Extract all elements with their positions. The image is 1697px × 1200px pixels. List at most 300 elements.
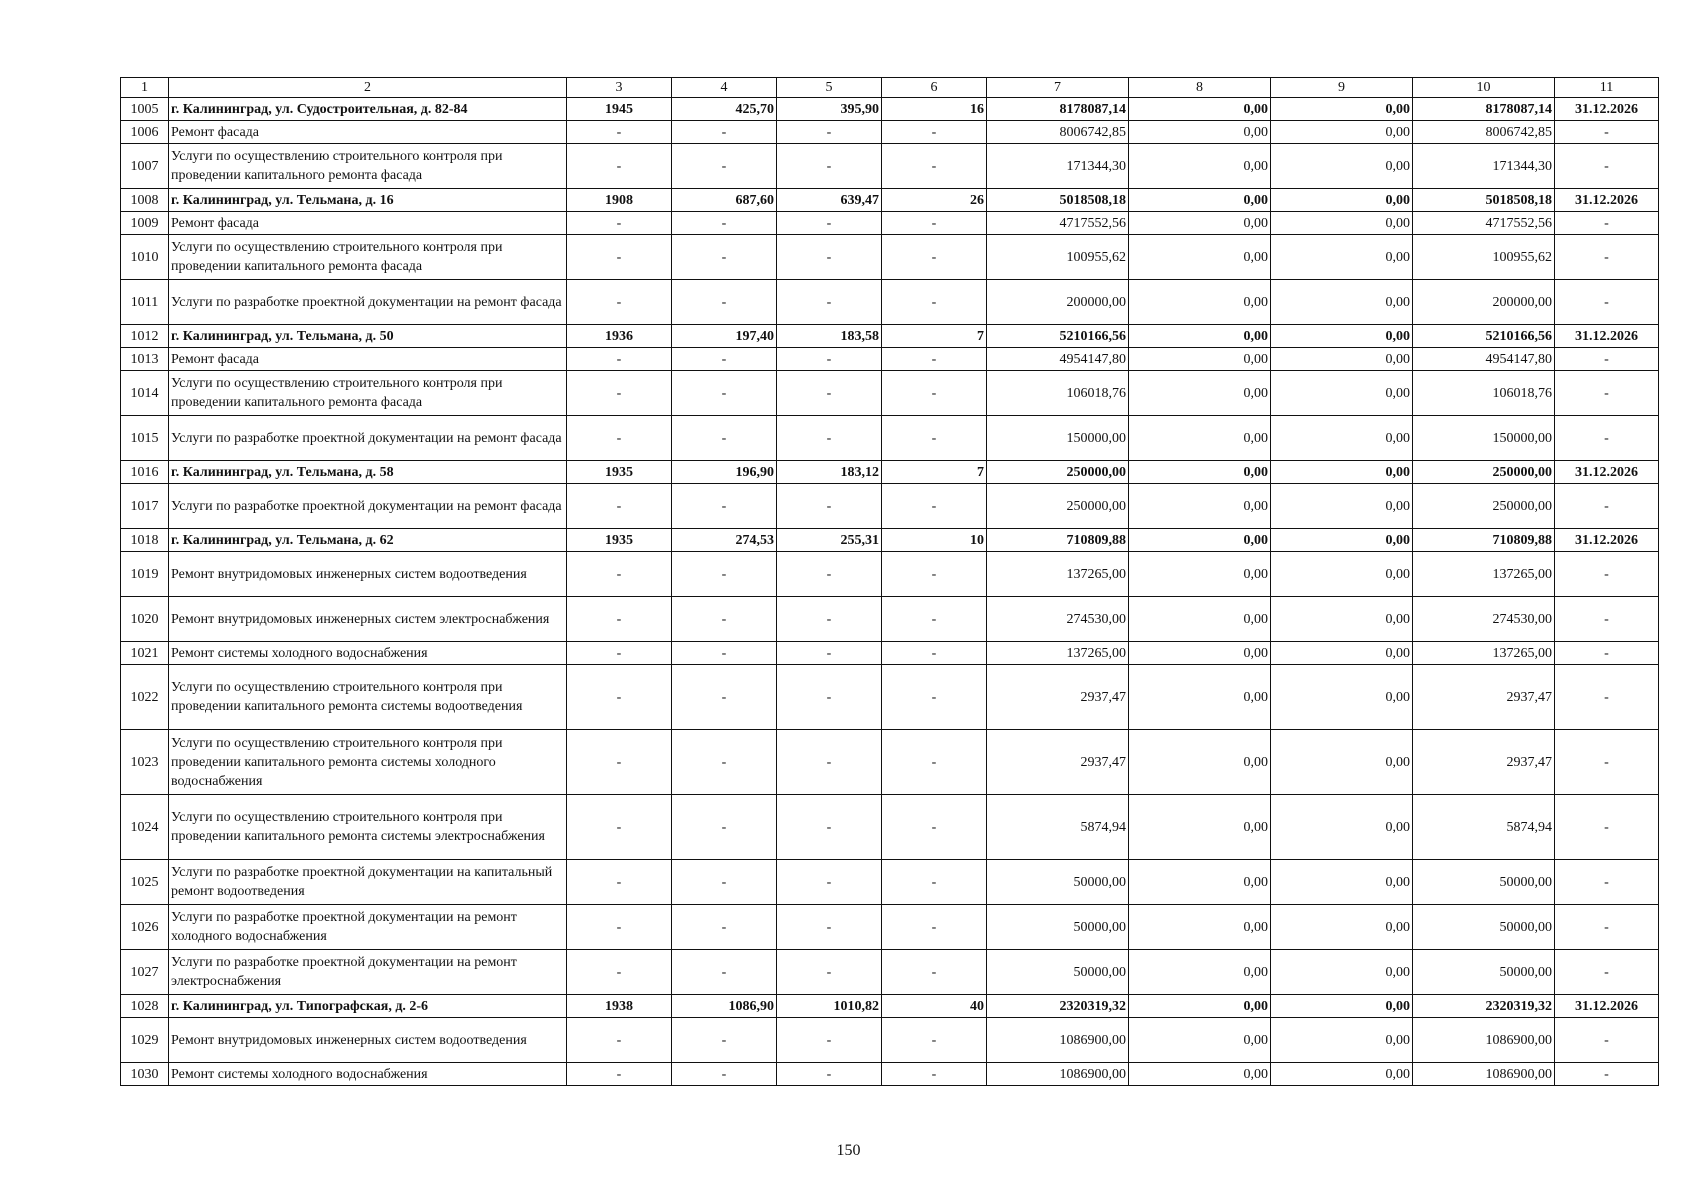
table-row [121,144,1659,189]
cell-col9: 0,00 [1271,121,1413,144]
cell-col7: 5874,94 [987,795,1129,860]
cell-col6: 7 [882,325,987,348]
row-name: Ремонт системы холодного водоснабжения [169,1063,567,1086]
table-row [121,795,1659,860]
cell-col4: 197,40 [672,325,777,348]
cell-col9: 0,00 [1271,235,1413,280]
cell-col4: - [672,552,777,597]
cell-col6: 7 [882,461,987,484]
header-cell: 5 [777,78,882,98]
row-name: Услуги по разработке проектной документации на капитальный ремонт водоотведения [169,860,567,905]
cell-col11: - [1555,235,1659,280]
table-row [121,552,1659,597]
cell-col8: 0,00 [1129,280,1271,325]
cell-col7: 250000,00 [987,484,1129,529]
cell-col9: 0,00 [1271,189,1413,212]
cell-col5: - [777,905,882,950]
cell-col4: - [672,795,777,860]
row-number: 1009 [121,212,169,235]
cell-col9: 0,00 [1271,795,1413,860]
cell-col5: - [777,416,882,461]
cell-col4: - [672,665,777,730]
cell-col10: 8178087,14 [1413,98,1555,121]
cell-col3: 1935 [567,461,672,484]
cell-col6: - [882,950,987,995]
cell-col5: - [777,860,882,905]
cell-col6: - [882,484,987,529]
row-number: 1017 [121,484,169,529]
row-number: 1029 [121,1018,169,1063]
cell-col7: 2937,47 [987,730,1129,795]
cell-col7: 5210166,56 [987,325,1129,348]
cell-col3: - [567,212,672,235]
cell-col10: 150000,00 [1413,416,1555,461]
row-number: 1012 [121,325,169,348]
row-number: 1025 [121,860,169,905]
table-row [121,642,1659,665]
row-name: Услуги по осуществлению строительного контроля при проведении капитального ремонта системы электроснабжения [169,795,567,860]
table-row [121,529,1659,552]
cell-col4: - [672,950,777,995]
cell-col6: - [882,1063,987,1086]
cell-col3: - [567,665,672,730]
cell-col6: - [882,235,987,280]
cell-col5: - [777,280,882,325]
cell-col8: 0,00 [1129,552,1271,597]
cell-col4: - [672,348,777,371]
cell-col8: 0,00 [1129,995,1271,1018]
cell-col10: 200000,00 [1413,280,1555,325]
cell-col8: 0,00 [1129,121,1271,144]
row-number: 1016 [121,461,169,484]
cell-col5: - [777,212,882,235]
cell-col5: - [777,348,882,371]
cell-col6: 26 [882,189,987,212]
cell-col7: 5018508,18 [987,189,1129,212]
cell-col11: 31.12.2026 [1555,189,1659,212]
row-name: Ремонт фасада [169,121,567,144]
cell-col10: 50000,00 [1413,905,1555,950]
cell-col8: 0,00 [1129,484,1271,529]
cell-col11: - [1555,212,1659,235]
cell-col8: 0,00 [1129,795,1271,860]
cell-col5: - [777,730,882,795]
cell-col3: 1945 [567,98,672,121]
capital-repair-table [120,77,1659,1086]
cell-col5: - [777,235,882,280]
cell-col7: 106018,76 [987,371,1129,416]
row-name: Ремонт системы холодного водоснабжения [169,642,567,665]
cell-col7: 8006742,85 [987,121,1129,144]
cell-col11: - [1555,371,1659,416]
row-name: Услуги по осуществлению строительного контроля при проведении капитального ремонта фасада [169,144,567,189]
table-row [121,189,1659,212]
cell-col8: 0,00 [1129,416,1271,461]
row-number: 1008 [121,189,169,212]
cell-col8: 0,00 [1129,529,1271,552]
cell-col11: - [1555,597,1659,642]
cell-col6: - [882,371,987,416]
cell-col6: - [882,280,987,325]
cell-col7: 150000,00 [987,416,1129,461]
cell-col3: - [567,371,672,416]
cell-col11: - [1555,484,1659,529]
cell-col6: - [882,597,987,642]
cell-col11: - [1555,348,1659,371]
cell-col3: 1938 [567,995,672,1018]
header-cell: 8 [1129,78,1271,98]
page-number: 150 [836,1142,861,1159]
header-cell: 4 [672,78,777,98]
cell-col8: 0,00 [1129,371,1271,416]
cell-col9: 0,00 [1271,1018,1413,1063]
table-row [121,860,1659,905]
cell-col9: 0,00 [1271,642,1413,665]
cell-col3: - [567,348,672,371]
cell-col10: 106018,76 [1413,371,1555,416]
cell-col9: 0,00 [1271,348,1413,371]
cell-col8: 0,00 [1129,1063,1271,1086]
cell-col4: - [672,371,777,416]
row-number: 1010 [121,235,169,280]
cell-col7: 50000,00 [987,950,1129,995]
cell-col11: 31.12.2026 [1555,995,1659,1018]
header-cell: 1 [121,78,169,98]
cell-col3: - [567,905,672,950]
cell-col7: 274530,00 [987,597,1129,642]
cell-col5: - [777,144,882,189]
table-row [121,212,1659,235]
cell-col5: - [777,552,882,597]
cell-col7: 171344,30 [987,144,1129,189]
row-number: 1020 [121,597,169,642]
cell-col10: 274530,00 [1413,597,1555,642]
cell-col10: 2320319,32 [1413,995,1555,1018]
cell-col10: 5210166,56 [1413,325,1555,348]
cell-col9: 0,00 [1271,212,1413,235]
cell-col11: - [1555,1063,1659,1086]
row-name: Услуги по осуществлению строительного контроля при проведении капитального ремонта фасада [169,235,567,280]
row-number: 1007 [121,144,169,189]
cell-col6: 40 [882,995,987,1018]
cell-col7: 137265,00 [987,552,1129,597]
cell-col5: 639,47 [777,189,882,212]
cell-col7: 137265,00 [987,642,1129,665]
table-row [121,730,1659,795]
cell-col6: - [882,795,987,860]
cell-col9: 0,00 [1271,325,1413,348]
cell-col6: - [882,348,987,371]
cell-col3: - [567,144,672,189]
cell-col4: 1086,90 [672,995,777,1018]
cell-col6: 16 [882,98,987,121]
table-row [121,348,1659,371]
row-name: Услуги по разработке проектной документации на ремонт фасада [169,484,567,529]
cell-col8: 0,00 [1129,860,1271,905]
cell-col10: 50000,00 [1413,860,1555,905]
cell-col11: - [1555,730,1659,795]
cell-col11: - [1555,1018,1659,1063]
cell-col8: 0,00 [1129,1018,1271,1063]
cell-col6: 10 [882,529,987,552]
cell-col11: - [1555,552,1659,597]
cell-col7: 100955,62 [987,235,1129,280]
cell-col3: - [567,235,672,280]
cell-col9: 0,00 [1271,950,1413,995]
cell-col10: 171344,30 [1413,144,1555,189]
cell-col3: - [567,484,672,529]
cell-col8: 0,00 [1129,98,1271,121]
header-cell: 2 [169,78,567,98]
cell-col5: - [777,665,882,730]
cell-col10: 1086900,00 [1413,1063,1555,1086]
cell-col3: - [567,730,672,795]
row-name: Ремонт внутридомовых инженерных систем водоотведения [169,552,567,597]
row-name: г. Калининград, ул. Тельмана, д. 50 [169,325,567,348]
cell-col3: - [567,950,672,995]
cell-col9: 0,00 [1271,552,1413,597]
cell-col9: 0,00 [1271,995,1413,1018]
table-row [121,1063,1659,1086]
table-row [121,325,1659,348]
row-number: 1026 [121,905,169,950]
cell-col5: - [777,642,882,665]
cell-col8: 0,00 [1129,461,1271,484]
cell-col4: - [672,642,777,665]
cell-col8: 0,00 [1129,144,1271,189]
table-row [121,416,1659,461]
header-cell: 11 [1555,78,1659,98]
cell-col4: - [672,144,777,189]
cell-col9: 0,00 [1271,371,1413,416]
table-row [121,597,1659,642]
header-cell: 7 [987,78,1129,98]
cell-col4: - [672,730,777,795]
cell-col11: 31.12.2026 [1555,98,1659,121]
cell-col5: 183,12 [777,461,882,484]
cell-col4: 196,90 [672,461,777,484]
cell-col4: - [672,1063,777,1086]
cell-col3: - [567,280,672,325]
row-name: Услуги по осуществлению строительного контроля при проведении капитального ремонта фасада [169,371,567,416]
row-number: 1006 [121,121,169,144]
header-cell: 6 [882,78,987,98]
cell-col11: - [1555,905,1659,950]
cell-col3: - [567,1018,672,1063]
cell-col10: 8006742,85 [1413,121,1555,144]
cell-col8: 0,00 [1129,212,1271,235]
cell-col10: 137265,00 [1413,552,1555,597]
cell-col4: - [672,280,777,325]
row-number: 1027 [121,950,169,995]
cell-col7: 1086900,00 [987,1063,1129,1086]
table-row [121,484,1659,529]
cell-col9: 0,00 [1271,98,1413,121]
cell-col3: - [567,642,672,665]
cell-col3: - [567,860,672,905]
table-row [121,905,1659,950]
cell-col5: 395,90 [777,98,882,121]
cell-col5: - [777,1018,882,1063]
cell-col9: 0,00 [1271,905,1413,950]
cell-col9: 0,00 [1271,665,1413,730]
row-name: Услуги по разработке проектной документации на ремонт фасада [169,416,567,461]
cell-col11: - [1555,416,1659,461]
row-number: 1024 [121,795,169,860]
cell-col11: - [1555,280,1659,325]
cell-col4: 274,53 [672,529,777,552]
cell-col11: - [1555,860,1659,905]
header-row [121,78,1659,98]
cell-col6: - [882,212,987,235]
cell-col9: 0,00 [1271,484,1413,529]
cell-col11: 31.12.2026 [1555,325,1659,348]
cell-col3: - [567,597,672,642]
cell-col9: 0,00 [1271,280,1413,325]
cell-col8: 0,00 [1129,730,1271,795]
row-number: 1005 [121,98,169,121]
cell-col11: 31.12.2026 [1555,461,1659,484]
cell-col4: - [672,121,777,144]
cell-col7: 710809,88 [987,529,1129,552]
cell-col10: 250000,00 [1413,484,1555,529]
table-row [121,1018,1659,1063]
cell-col8: 0,00 [1129,189,1271,212]
cell-col6: - [882,665,987,730]
cell-col9: 0,00 [1271,730,1413,795]
table-row [121,950,1659,995]
cell-col5: - [777,484,882,529]
cell-col4: - [672,212,777,235]
table-row [121,371,1659,416]
cell-col6: - [882,730,987,795]
cell-col10: 4717552,56 [1413,212,1555,235]
row-name: г. Калининград, ул. Судостроительная, д. 82-84 [169,98,567,121]
row-name: Услуги по разработке проектной документации на ремонт фасада [169,280,567,325]
cell-col5: - [777,597,882,642]
cell-col3: - [567,1063,672,1086]
cell-col11: - [1555,950,1659,995]
row-number: 1028 [121,995,169,1018]
cell-col6: - [882,416,987,461]
cell-col4: - [672,905,777,950]
cell-col5: - [777,1063,882,1086]
cell-col8: 0,00 [1129,950,1271,995]
row-name: г. Калининград, ул. Типографская, д. 2-6 [169,995,567,1018]
row-name: Услуги по разработке проектной документации на ремонт электроснабжения [169,950,567,995]
cell-col5: - [777,795,882,860]
cell-col4: - [672,1018,777,1063]
cell-col9: 0,00 [1271,416,1413,461]
cell-col3: - [567,795,672,860]
cell-col3: 1935 [567,529,672,552]
header-cell: 3 [567,78,672,98]
cell-col7: 8178087,14 [987,98,1129,121]
cell-col6: - [882,144,987,189]
cell-col6: - [882,552,987,597]
cell-col10: 137265,00 [1413,642,1555,665]
cell-col6: - [882,905,987,950]
row-number: 1014 [121,371,169,416]
cell-col7: 2937,47 [987,665,1129,730]
row-name: Услуги по разработке проектной документации на ремонт холодного водоснабжения [169,905,567,950]
row-name: Услуги по осуществлению строительного контроля при проведении капитального ремонта системы холодного водоснабжения [169,730,567,795]
cell-col10: 250000,00 [1413,461,1555,484]
cell-col3: - [567,121,672,144]
cell-col7: 4954147,80 [987,348,1129,371]
cell-col4: - [672,597,777,642]
cell-col6: - [882,642,987,665]
table-row [121,280,1659,325]
cell-col4: - [672,416,777,461]
cell-col4: - [672,860,777,905]
cell-col6: - [882,860,987,905]
cell-col3: - [567,552,672,597]
header-cell: 10 [1413,78,1555,98]
cell-col8: 0,00 [1129,642,1271,665]
cell-col11: - [1555,642,1659,665]
cell-col9: 0,00 [1271,144,1413,189]
row-number: 1018 [121,529,169,552]
row-name: г. Калининград, ул. Тельмана, д. 58 [169,461,567,484]
row-name: г. Калининград, ул. Тельмана, д. 16 [169,189,567,212]
cell-col4: 425,70 [672,98,777,121]
table-row [121,121,1659,144]
cell-col10: 2937,47 [1413,665,1555,730]
cell-col5: - [777,950,882,995]
cell-col3: 1936 [567,325,672,348]
row-number: 1023 [121,730,169,795]
header-cell: 9 [1271,78,1413,98]
cell-col8: 0,00 [1129,325,1271,348]
row-number: 1011 [121,280,169,325]
table-row [121,995,1659,1018]
row-number: 1013 [121,348,169,371]
row-name: г. Калининград, ул. Тельмана, д. 62 [169,529,567,552]
cell-col7: 50000,00 [987,860,1129,905]
cell-col3: - [567,416,672,461]
cell-col3: 1908 [567,189,672,212]
cell-col11: - [1555,795,1659,860]
row-number: 1030 [121,1063,169,1086]
cell-col8: 0,00 [1129,905,1271,950]
cell-col10: 2937,47 [1413,730,1555,795]
cell-col9: 0,00 [1271,1063,1413,1086]
cell-col9: 0,00 [1271,860,1413,905]
cell-col11: - [1555,144,1659,189]
cell-col8: 0,00 [1129,597,1271,642]
cell-col11: 31.12.2026 [1555,529,1659,552]
cell-col11: - [1555,121,1659,144]
table-row [121,98,1659,121]
cell-col9: 0,00 [1271,597,1413,642]
row-name: Услуги по осуществлению строительного контроля при проведении капитального ремонта системы водоотведения [169,665,567,730]
cell-col4: - [672,235,777,280]
row-name: Ремонт фасада [169,212,567,235]
cell-col7: 2320319,32 [987,995,1129,1018]
cell-col5: - [777,121,882,144]
cell-col4: 687,60 [672,189,777,212]
cell-col8: 0,00 [1129,348,1271,371]
table-row [121,461,1659,484]
cell-col10: 5018508,18 [1413,189,1555,212]
cell-col7: 200000,00 [987,280,1129,325]
table-row [121,665,1659,730]
cell-col5: 255,31 [777,529,882,552]
cell-col8: 0,00 [1129,665,1271,730]
cell-col7: 50000,00 [987,905,1129,950]
row-number: 1019 [121,552,169,597]
